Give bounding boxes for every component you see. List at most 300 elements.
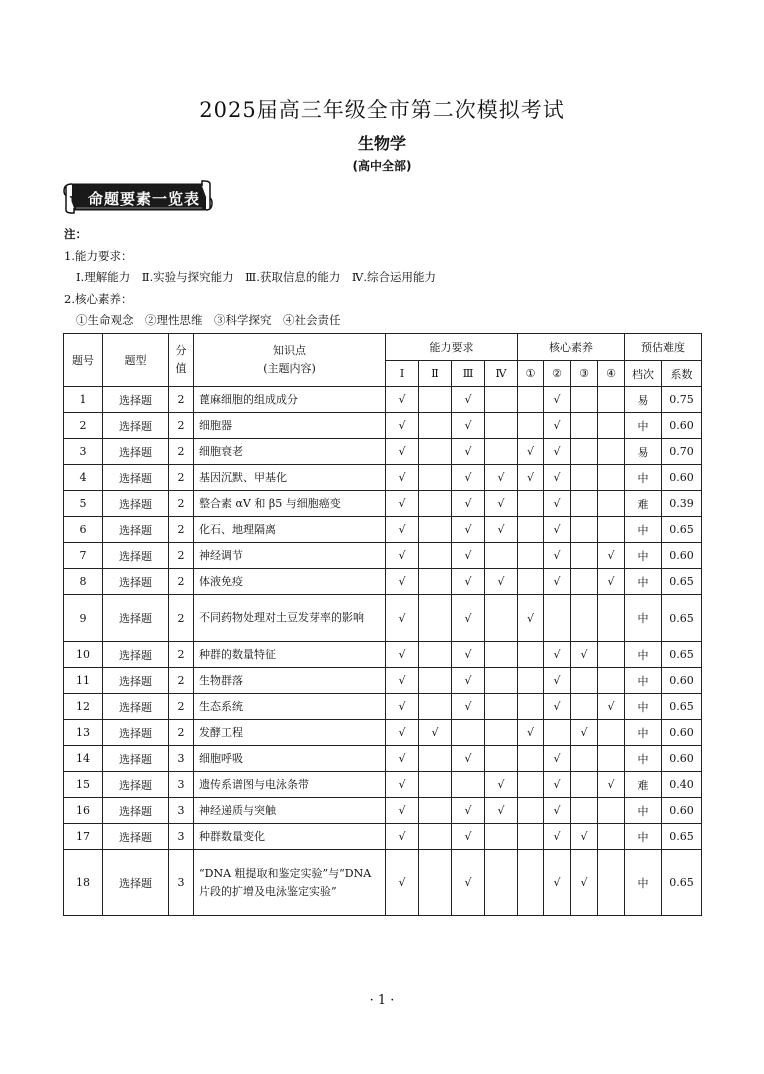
table-row (64, 772, 702, 798)
ability-mark-4 (485, 543, 518, 569)
ability-mark-4: √ (485, 517, 518, 543)
header-ability: 能力要求 (386, 334, 518, 361)
difficulty-coef: 0.60 (662, 746, 702, 772)
difficulty-level: 中 (625, 543, 662, 569)
literacy-mark-4 (598, 439, 625, 465)
difficulty-level: 中 (625, 850, 662, 916)
table-row (64, 850, 702, 916)
question-type: 选择题 (103, 798, 169, 824)
table-row (64, 668, 702, 694)
table-row (64, 517, 702, 543)
scope-label: (高中全部) (352, 159, 412, 173)
difficulty-level: 中 (625, 642, 662, 668)
question-type: 选择题 (103, 413, 169, 439)
question-score: 3 (169, 824, 194, 850)
page-number: · 1 · (369, 993, 395, 1008)
table-row (64, 465, 702, 491)
literacy-mark-1 (518, 491, 544, 517)
question-type: 选择题 (103, 543, 169, 569)
ability-mark-4: √ (485, 465, 518, 491)
literacy-mark-1 (518, 517, 544, 543)
table-row (64, 798, 702, 824)
literacy-mark-3 (571, 517, 598, 543)
ability-mark-3: √ (452, 642, 485, 668)
literacy-mark-4 (598, 642, 625, 668)
table-row (64, 491, 702, 517)
ability-mark-4 (485, 746, 518, 772)
header-literacy: 核心素养 (518, 334, 625, 361)
question-type: 选择题 (103, 387, 169, 413)
table-row (64, 413, 702, 439)
literacy-mark-4 (598, 595, 625, 642)
literacy-mark-3 (571, 439, 598, 465)
literacy-mark-1: √ (518, 595, 544, 642)
knowledge-point: 整合素 αV 和 β5 与细胞癌变 (194, 491, 386, 517)
ability-mark-4 (485, 642, 518, 668)
ability-mark-4 (485, 439, 518, 465)
ability-mark-1: √ (386, 798, 419, 824)
exam-title: 2025届高三年级全市第二次模拟考试 (199, 98, 565, 122)
ability-mark-3: √ (452, 413, 485, 439)
ability-mark-2 (419, 850, 452, 916)
literacy-mark-4 (598, 720, 625, 746)
ability-mark-2 (419, 517, 452, 543)
literacy-mark-2: √ (544, 850, 571, 916)
literacy-mark-2: √ (544, 694, 571, 720)
difficulty-coef: 0.60 (662, 413, 702, 439)
header-num: 题号 (64, 334, 103, 387)
question-score: 2 (169, 387, 194, 413)
ability-mark-1: √ (386, 642, 419, 668)
question-score: 2 (169, 569, 194, 595)
header-coef: 系数 (662, 361, 702, 387)
proposition-table (63, 333, 702, 916)
question-number: 8 (64, 569, 103, 595)
ability-mark-2 (419, 824, 452, 850)
knowledge-point: 细胞器 (194, 413, 386, 439)
ability-mark-2 (419, 642, 452, 668)
knowledge-point: 蓖麻细胞的组成成分 (194, 387, 386, 413)
question-number: 11 (64, 668, 103, 694)
literacy-mark-1: √ (518, 720, 544, 746)
literacy-mark-3 (571, 746, 598, 772)
table-row (64, 387, 702, 413)
difficulty-level: 易 (625, 387, 662, 413)
knowledge-point: 遗传系谱图与电泳条带 (194, 772, 386, 798)
ability-mark-3: √ (452, 595, 485, 642)
literacy-mark-4 (598, 517, 625, 543)
difficulty-level: 易 (625, 439, 662, 465)
literacy-mark-4: √ (598, 694, 625, 720)
question-type: 选择题 (103, 850, 169, 916)
header-ability-1: Ⅰ (386, 361, 419, 387)
ability-mark-2: √ (419, 720, 452, 746)
literacy-mark-2: √ (544, 491, 571, 517)
ability-mark-2 (419, 772, 452, 798)
literacy-mark-1 (518, 850, 544, 916)
knowledge-point: “DNA 粗提取和鉴定实验”与“DNA 片段的扩增及电泳鉴定实验” (194, 850, 386, 916)
ability-mark-3: √ (452, 465, 485, 491)
literacy-mark-4: √ (598, 772, 625, 798)
header-ability-4: Ⅳ (485, 361, 518, 387)
difficulty-level: 中 (625, 694, 662, 720)
literacy-mark-3 (571, 668, 598, 694)
literacy-mark-1 (518, 824, 544, 850)
ability-mark-1: √ (386, 387, 419, 413)
ability-mark-3: √ (452, 746, 485, 772)
knowledge-point: 神经递质与突触 (194, 798, 386, 824)
ability-mark-1: √ (386, 465, 419, 491)
difficulty-coef: 0.60 (662, 543, 702, 569)
ability-mark-4 (485, 720, 518, 746)
literacy-mark-4 (598, 850, 625, 916)
literacy-mark-1 (518, 569, 544, 595)
ability-mark-3: √ (452, 387, 485, 413)
literacy-mark-1 (518, 668, 544, 694)
knowledge-point: 生态系统 (194, 694, 386, 720)
table-row (64, 746, 702, 772)
literacy-mark-1 (518, 746, 544, 772)
ability-mark-2 (419, 569, 452, 595)
ability-mark-2 (419, 387, 452, 413)
literacy-mark-1 (518, 387, 544, 413)
question-number: 1 (64, 387, 103, 413)
ability-mark-1: √ (386, 413, 419, 439)
ability-mark-2 (419, 798, 452, 824)
question-number: 7 (64, 543, 103, 569)
question-type: 选择题 (103, 720, 169, 746)
question-number: 9 (64, 595, 103, 642)
ability-mark-2 (419, 668, 452, 694)
literacy-mark-3 (571, 772, 598, 798)
difficulty-level: 中 (625, 746, 662, 772)
literacy-mark-2 (544, 595, 571, 642)
question-type: 选择题 (103, 642, 169, 668)
literacy-mark-4 (598, 413, 625, 439)
difficulty-coef: 0.65 (662, 517, 702, 543)
table-row (64, 824, 702, 850)
difficulty-level: 中 (625, 517, 662, 543)
ability-mark-1: √ (386, 491, 419, 517)
question-number: 16 (64, 798, 103, 824)
ability-mark-1: √ (386, 720, 419, 746)
ability-mark-2 (419, 439, 452, 465)
literacy-mark-1 (518, 413, 544, 439)
question-number: 17 (64, 824, 103, 850)
difficulty-level: 中 (625, 824, 662, 850)
ability-mark-3 (452, 772, 485, 798)
ability-mark-2 (419, 694, 452, 720)
question-score: 2 (169, 642, 194, 668)
header-ability-3: Ⅲ (452, 361, 485, 387)
difficulty-level: 中 (625, 465, 662, 491)
ability-mark-1: √ (386, 746, 419, 772)
header-row-top (64, 334, 702, 361)
difficulty-level: 难 (625, 491, 662, 517)
header-difficulty: 预估难度 (625, 334, 702, 361)
difficulty-level: 中 (625, 668, 662, 694)
literacy-mark-2: √ (544, 439, 571, 465)
ability-mark-4 (485, 413, 518, 439)
ability-mark-1: √ (386, 517, 419, 543)
difficulty-level: 难 (625, 772, 662, 798)
table-row (64, 642, 702, 668)
literacy-mark-2: √ (544, 465, 571, 491)
literacy-mark-3 (571, 387, 598, 413)
ability-mark-3: √ (452, 517, 485, 543)
ability-mark-3: √ (452, 543, 485, 569)
table-row (64, 439, 702, 465)
table-row (64, 720, 702, 746)
question-type: 选择题 (103, 517, 169, 543)
difficulty-coef: 0.65 (662, 595, 702, 642)
literacy-title: 2.核心素养： (64, 292, 133, 306)
question-type: 选择题 (103, 824, 169, 850)
difficulty-coef: 0.39 (662, 491, 702, 517)
ability-mark-4 (485, 824, 518, 850)
difficulty-coef: 0.65 (662, 824, 702, 850)
question-score: 3 (169, 798, 194, 824)
ability-mark-3: √ (452, 569, 485, 595)
header-kp-1: 知识点 (273, 344, 306, 357)
knowledge-point: 神经调节 (194, 543, 386, 569)
literacy-mark-4: √ (598, 569, 625, 595)
table-row (64, 543, 702, 569)
ability-mark-4: √ (485, 772, 518, 798)
ability-mark-4 (485, 850, 518, 916)
literacy-mark-3 (571, 569, 598, 595)
question-score: 2 (169, 720, 194, 746)
header-level: 档次 (625, 361, 662, 387)
header-literacy-4: ④ (598, 361, 625, 387)
literacy-mark-2: √ (544, 668, 571, 694)
literacy-mark-3 (571, 543, 598, 569)
header-type: 题型 (103, 334, 169, 387)
ability-title: 1.能力要求： (64, 249, 133, 263)
literacy-mark-4 (598, 668, 625, 694)
question-number: 14 (64, 746, 103, 772)
question-score: 2 (169, 465, 194, 491)
literacy-mark-2: √ (544, 517, 571, 543)
ability-mark-4 (485, 595, 518, 642)
question-type: 选择题 (103, 491, 169, 517)
knowledge-point: 体液免疫 (194, 569, 386, 595)
difficulty-coef: 0.65 (662, 642, 702, 668)
knowledge-point: 种群的数量特征 (194, 642, 386, 668)
ability-mark-1: √ (386, 439, 419, 465)
question-number: 5 (64, 491, 103, 517)
ability-mark-4: √ (485, 569, 518, 595)
literacy-mark-2: √ (544, 746, 571, 772)
table-row (64, 569, 702, 595)
literacy-mark-4 (598, 387, 625, 413)
difficulty-level: 中 (625, 595, 662, 642)
knowledge-point: 发酵工程 (194, 720, 386, 746)
ability-mark-1: √ (386, 543, 419, 569)
literacy-mark-2: √ (544, 798, 571, 824)
header-score-2: 值 (175, 362, 187, 375)
knowledge-point: 基因沉默、甲基化 (194, 465, 386, 491)
header-kp (194, 334, 386, 387)
question-score: 2 (169, 413, 194, 439)
knowledge-point: 细胞衰老 (194, 439, 386, 465)
difficulty-coef: 0.70 (662, 439, 702, 465)
question-score: 2 (169, 694, 194, 720)
ability-mark-3: √ (452, 850, 485, 916)
header-literacy-1: ① (518, 361, 544, 387)
question-number: 6 (64, 517, 103, 543)
literacy-mark-3 (571, 595, 598, 642)
question-score: 3 (169, 772, 194, 798)
literacy-mark-2: √ (544, 642, 571, 668)
question-score: 2 (169, 668, 194, 694)
ability-mark-3: √ (452, 439, 485, 465)
difficulty-level: 中 (625, 569, 662, 595)
ability-mark-3: √ (452, 668, 485, 694)
literacy-mark-3 (571, 694, 598, 720)
question-number: 10 (64, 642, 103, 668)
question-number: 4 (64, 465, 103, 491)
question-type: 选择题 (103, 595, 169, 642)
notes-label: 注： (64, 227, 87, 241)
literacy-mark-4 (598, 746, 625, 772)
literacy-mark-1: √ (518, 439, 544, 465)
ability-items: Ⅰ.理解能力 Ⅱ.实验与探究能力 Ⅲ.获取信息的能力 Ⅳ.综合运用能力 (76, 270, 437, 284)
difficulty-coef: 0.65 (662, 569, 702, 595)
literacy-mark-3 (571, 798, 598, 824)
ability-mark-1: √ (386, 772, 419, 798)
ability-mark-4 (485, 668, 518, 694)
literacy-mark-3: √ (571, 642, 598, 668)
table-row (64, 694, 702, 720)
ability-mark-2 (419, 465, 452, 491)
ability-mark-1: √ (386, 694, 419, 720)
question-score: 2 (169, 439, 194, 465)
ability-mark-1: √ (386, 824, 419, 850)
difficulty-level: 中 (625, 798, 662, 824)
knowledge-point: 生物群落 (194, 668, 386, 694)
difficulty-coef: 0.65 (662, 694, 702, 720)
literacy-mark-4 (598, 465, 625, 491)
question-number: 15 (64, 772, 103, 798)
difficulty-coef: 0.60 (662, 465, 702, 491)
literacy-mark-4: √ (598, 543, 625, 569)
knowledge-point: 化石、地理隔离 (194, 517, 386, 543)
ability-mark-1: √ (386, 569, 419, 595)
difficulty-coef: 0.75 (662, 387, 702, 413)
question-type: 选择题 (103, 465, 169, 491)
header-literacy-3: ③ (571, 361, 598, 387)
banner-label: 命题要素一览表 (87, 190, 200, 208)
question-score: 3 (169, 746, 194, 772)
ability-mark-3: √ (452, 491, 485, 517)
literacy-mark-2 (544, 720, 571, 746)
literacy-mark-2: √ (544, 569, 571, 595)
ability-mark-2 (419, 746, 452, 772)
literacy-mark-4 (598, 798, 625, 824)
question-type: 选择题 (103, 772, 169, 798)
literacy-mark-4 (598, 491, 625, 517)
question-number: 12 (64, 694, 103, 720)
literacy-items: ①生命观念 ②理性思维 ③科学探究 ④社会责任 (76, 313, 341, 327)
header-score-1: 分 (175, 344, 187, 357)
ability-mark-3: √ (452, 798, 485, 824)
literacy-mark-2: √ (544, 543, 571, 569)
ability-mark-4 (485, 387, 518, 413)
ability-mark-3 (452, 720, 485, 746)
header-score (169, 334, 194, 387)
ability-mark-2 (419, 413, 452, 439)
literacy-mark-3: √ (571, 824, 598, 850)
literacy-mark-3 (571, 465, 598, 491)
difficulty-coef: 0.60 (662, 720, 702, 746)
literacy-mark-1 (518, 694, 544, 720)
question-number: 2 (64, 413, 103, 439)
difficulty-level: 中 (625, 720, 662, 746)
literacy-mark-1 (518, 772, 544, 798)
question-score: 2 (169, 543, 194, 569)
ability-mark-1: √ (386, 850, 419, 916)
literacy-mark-4 (598, 824, 625, 850)
literacy-mark-1 (518, 543, 544, 569)
question-score: 2 (169, 517, 194, 543)
table-body (64, 387, 702, 916)
header-kp-2: (主题内容) (263, 362, 316, 375)
literacy-mark-2: √ (544, 387, 571, 413)
ability-mark-4: √ (485, 798, 518, 824)
header-ability-2: Ⅱ (419, 361, 452, 387)
literacy-mark-2: √ (544, 824, 571, 850)
question-type: 选择题 (103, 668, 169, 694)
question-number: 18 (64, 850, 103, 916)
literacy-mark-3: √ (571, 720, 598, 746)
literacy-mark-3 (571, 413, 598, 439)
literacy-mark-2: √ (544, 413, 571, 439)
literacy-mark-2: √ (544, 772, 571, 798)
difficulty-coef: 0.40 (662, 772, 702, 798)
ability-mark-1: √ (386, 595, 419, 642)
question-number: 3 (64, 439, 103, 465)
ability-mark-1: √ (386, 668, 419, 694)
question-score: 3 (169, 850, 194, 916)
question-type: 选择题 (103, 439, 169, 465)
literacy-mark-3: √ (571, 850, 598, 916)
knowledge-point: 不同药物处理对土豆发芽率的影响 (194, 595, 386, 642)
question-score: 2 (169, 595, 194, 642)
literacy-mark-1 (518, 642, 544, 668)
header-literacy-2: ② (544, 361, 571, 387)
literacy-mark-1: √ (518, 465, 544, 491)
ability-mark-3: √ (452, 824, 485, 850)
question-number: 13 (64, 720, 103, 746)
ability-mark-2 (419, 491, 452, 517)
ability-mark-3: √ (452, 694, 485, 720)
ability-mark-4: √ (485, 491, 518, 517)
difficulty-level: 中 (625, 413, 662, 439)
question-type: 选择题 (103, 569, 169, 595)
question-type: 选择题 (103, 746, 169, 772)
question-score: 2 (169, 491, 194, 517)
knowledge-point: 细胞呼吸 (194, 746, 386, 772)
literacy-mark-3 (571, 491, 598, 517)
knowledge-point: 种群数量变化 (194, 824, 386, 850)
ability-mark-2 (419, 595, 452, 642)
literacy-mark-1 (518, 798, 544, 824)
difficulty-coef: 0.60 (662, 668, 702, 694)
section-banner (62, 180, 214, 214)
table-row (64, 595, 702, 642)
question-type: 选择题 (103, 694, 169, 720)
